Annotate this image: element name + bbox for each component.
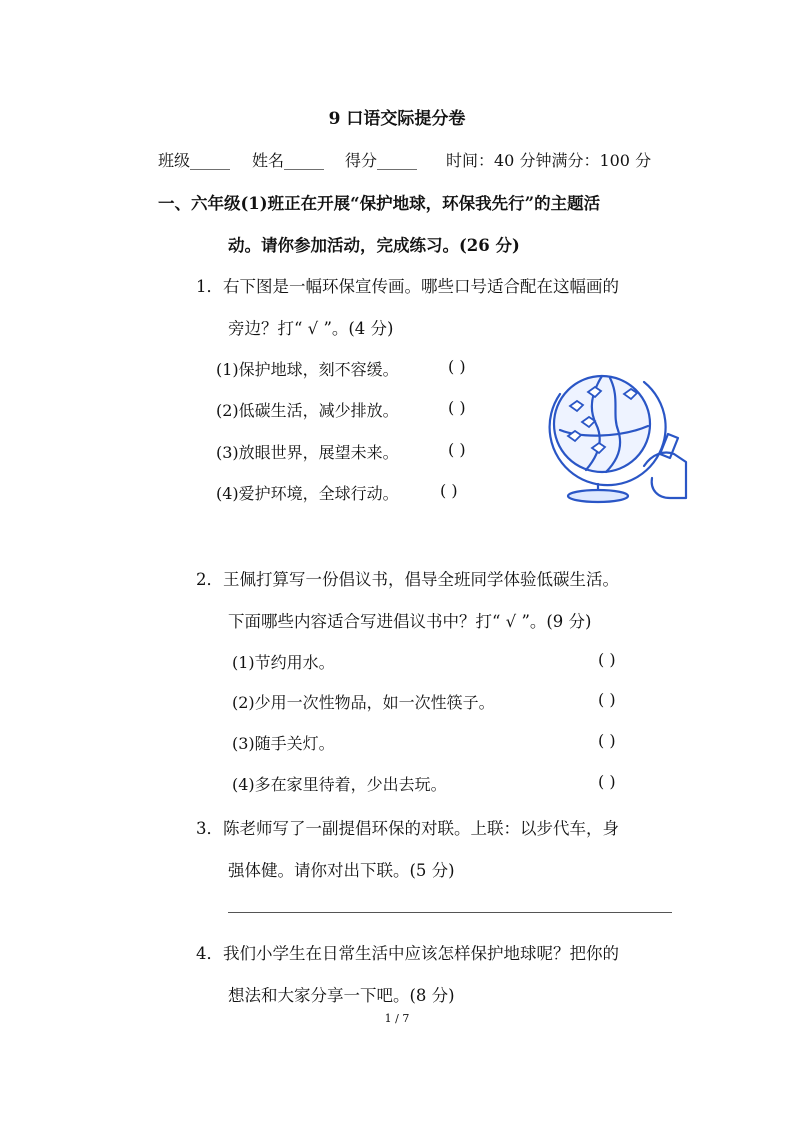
q1-text-line2: 旁边？打“ √ ”。(4 分) [228,319,394,338]
q1-answer-4[interactable]: ( ) [440,481,458,500]
q1-answer-1[interactable]: ( ) [448,357,466,376]
time-info: 时间：40 分钟满分：100 分 [446,151,652,170]
q1-answer-3[interactable]: ( ) [448,440,466,459]
class-field: 班级_____ [158,151,231,170]
q3-answer-line[interactable] [228,912,672,913]
q1-option-3: (3)放眼世界，展望未来。 [216,443,399,462]
name-field: 姓名_____ [252,151,325,170]
q1-text-line1: 1．右下图是一幅环保宣传画。哪些口号适合配在这幅画的 [196,277,619,296]
q2-answer-1[interactable]: ( ) [598,650,616,669]
q2-text-line1: 2．王佩打算写一份倡议书，倡导全班同学体验低碳生活。 [196,570,619,589]
q2-answer-2[interactable]: ( ) [598,690,616,709]
page-number: 1 / 7 [384,1012,410,1025]
q2-option-4: (4)多在家里待着，少出去玩。 [232,775,447,794]
globe-icon [540,358,688,504]
q2-answer-3[interactable]: ( ) [598,731,616,750]
section1-heading-line1: 一、六年级(1)班正在开展“保护地球，环保我先行”的主题活 [158,194,601,213]
q2-option-1: (1)节约用水。 [232,653,335,672]
score-field: 得分_____ [345,151,418,170]
q2-option-3: (3)随手关灯。 [232,734,335,753]
q1-option-2: (2)低碳生活，减少排放。 [216,401,399,420]
page-title: 9 口语交际提分卷 [328,109,466,129]
q4-text-line2: 想法和大家分享一下吧。(8 分) [228,986,455,1005]
q2-answer-4[interactable]: ( ) [598,772,616,791]
q1-option-1: (1)保护地球，刻不容缓。 [216,360,399,379]
q1-answer-2[interactable]: ( ) [448,398,466,417]
q3-text-line1: 3．陈老师写了一副提倡环保的对联。上联：以步代车，身 [196,819,619,838]
q1-option-4: (4)爱护环境，全球行动。 [216,484,399,503]
q2-option-2: (2)少用一次性物品，如一次性筷子。 [232,693,495,712]
q4-text-line1: 4．我们小学生在日常生活中应该怎样保护地球呢？把你的 [196,944,619,963]
q2-text-line2: 下面哪些内容适合写进倡议书中？打“ √ ”。(9 分) [228,612,592,631]
q3-text-line2: 强体健。请你对出下联。(5 分) [228,861,455,880]
section1-heading-line2: 动。请你参加活动，完成练习。(26 分) [228,236,520,255]
